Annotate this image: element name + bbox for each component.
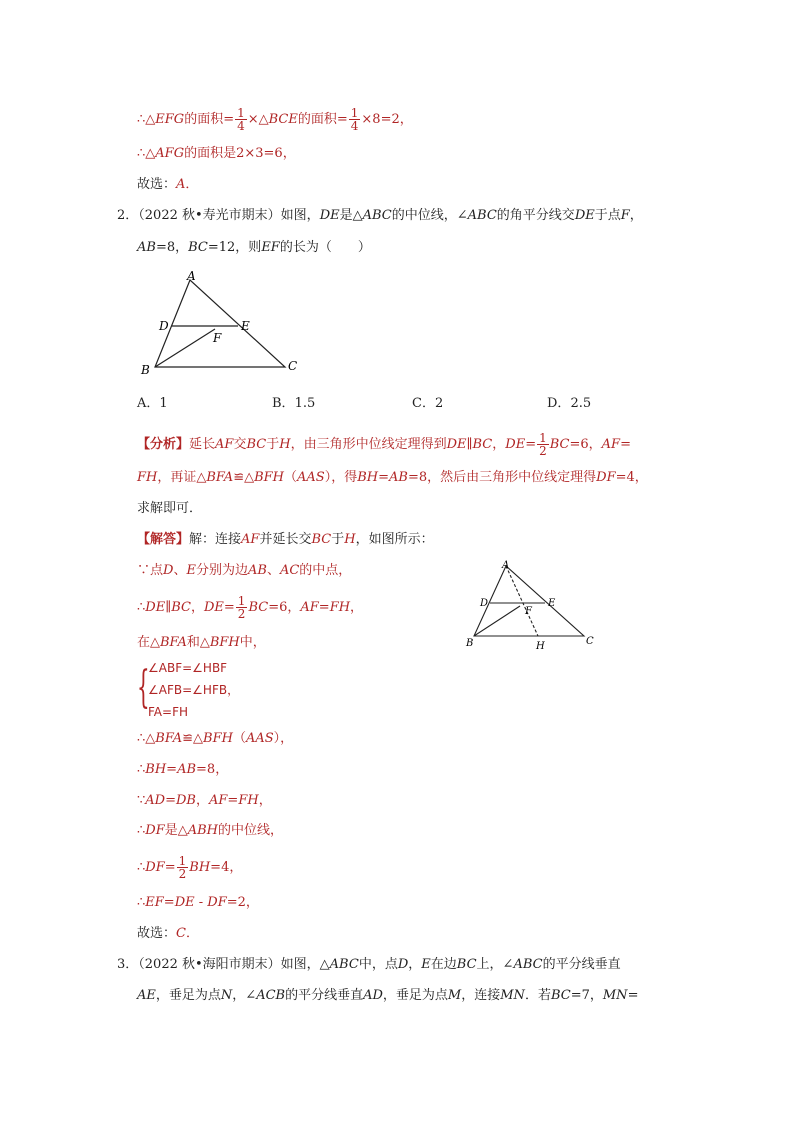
label-c-solution: C [586,636,594,647]
question-2-line1: 2．（2022 秋•寿光市期末）如图，DE是△ABC的中位线，∠ABC的角平分线交DE于点F， [117,208,643,223]
fraction-one-half-3: $\frac{1}{2}$ [178,854,187,881]
question-source: （2022 秋•寿光市期末） [138,208,281,223]
question-2-line2: AB=8，BC=12，则EF的长为（ ） [137,240,371,255]
solution-line1: 【解答】解：连接AF并延长交BC于H，如图所示： [137,532,434,547]
prev-answer: 故选：A． [137,177,199,192]
solution-figure [462,558,602,653]
label-b-solution: B [466,638,474,649]
label-b: B [141,363,150,377]
label-a-solution: A [502,560,510,571]
prev-solution-line1: ∴△EFG的面积= $\frac{1}{4}$ ×△BCE的面积= $\frac{1}{4}$ ×8=2， [137,106,413,133]
option-a: A．1 [137,396,168,411]
label-a: A [187,270,196,283]
segment-ah-dashed [506,566,538,636]
label-f: F [213,331,222,345]
question-2-figure [135,270,305,380]
fraction-one-quarter-2: $\frac{1}{4}$ [350,106,359,133]
system-eq3: FA=FH [148,705,188,719]
fraction-one-half-2: $\frac{1}{2}$ [237,594,246,621]
question-number: 3． [117,957,139,972]
analysis-tag: 【分析】 [137,437,190,452]
question-source: （2022 秋•海阳市期末） [138,957,281,972]
fraction-one-half: $\frac{1}{2}$ [539,431,547,458]
label-c: C [288,359,298,373]
solution-line7: ∵AD=DB，AF=FH， [137,793,272,808]
left-brace: { [137,662,150,713]
analysis-line2: FH，再证△BFA≌△BFH（AAS），得BH=AB=8，然后由三角形中位线定理得DF=4， [137,470,648,485]
solution-answer: 故选：C． [137,926,199,941]
solution-line9: ∴DF= $\frac{1}{2}$ BH=4， [137,854,243,881]
prev-solution-line2: ∴△AFG的面积是2×3=6， [137,146,296,161]
solution-line5: ∴△BFA≌△BFH（AAS）， [137,731,294,746]
solution-line8: ∴DF是△ABH的中位线， [137,823,284,838]
segment-bf [155,329,215,367]
solution-line3: ∴DE∥BC，DE= $\frac{1}{2}$ BC=6，AF=FH， [137,594,364,621]
solution-line6: ∴BH=AB=8， [137,762,229,777]
solution-tag: 【解答】 [137,532,190,547]
solution-line10: ∴EF=DE - DF=2， [137,895,259,910]
label-f-solution: F [525,606,532,617]
label-h-solution: H [536,641,545,652]
system-eq1: ∠ABF=∠HBF [148,661,228,675]
analysis-line1: 【分析】延长AF交BC于H，由三角形中位线定理得到DE∥BC，DE= $\frac{1}{2}$ BC=6，AF= [137,431,631,458]
solution-line2: ∵点D、E分别为边AB、AC的中点， [137,563,352,578]
question-number: 2． [117,208,139,223]
label-e: E [241,319,250,333]
question-3-line2: AE，垂足为点N，∠ACB的平分线垂直AD，垂足为点M，连接MN．若BC=7，MN= [137,988,639,1003]
analysis-line3: 求解即可． [137,501,203,516]
option-b: B．1.5 [272,396,316,411]
label-d-solution: D [480,598,489,609]
label-e-solution: E [548,598,556,609]
question-3-line1: 3．（2022 秋•海阳市期末）如图，△ABC中，点D，E在边BC上，∠ABC的平分线垂直 [117,957,621,972]
option-c: C．2 [412,396,444,411]
label-d: D [159,319,169,333]
system-eq2: ∠AFB=∠HFB， [148,683,240,697]
option-d: D．2.5 [547,396,592,411]
fraction-one-quarter: $\frac{1}{4}$ [237,106,245,133]
solution-line4: 在△BFA和△BFH中， [137,635,266,650]
